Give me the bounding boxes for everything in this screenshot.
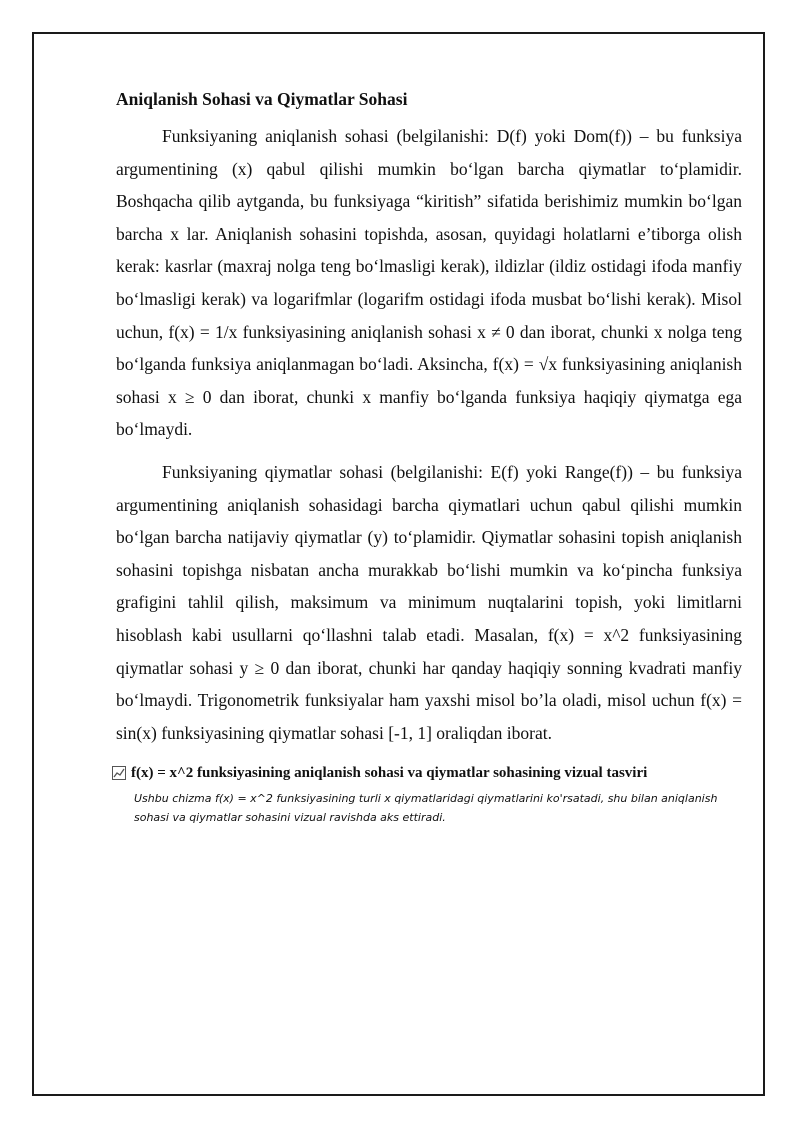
paragraph-domain: Funksiyaning aniqlanish sohasi (belgilanishi: D(f) yoki Dom(f)) – bu funksiya argumentining (x) qabul qilishi mumkin bo‘lgan barcha qiymatlar to‘plamidir. Boshqacha qilib aytganda, bu funksiyaga “kiritish” sifatida berishimiz mumkin bo‘lgan barcha x lar. Aniqlanish sohasini topishda, asosan, quyidagi holatlarni e’tiborga olish kerak: kasrlar (maxraj nolga teng bo‘lmasligi kerak), ildizlar (ildiz ostidagi ifoda manfiy bo‘lmasligi kerak) va logarifmlar (logarifm ostidagi ifoda musbat bo‘lishi kerak). Misol uchun, f(x) = 1/x funksiyasining aniqlanish sohasi x ≠ 0 dan iborat, chunki x nolga teng bo‘lganda funksiya aniqlanmagan bo‘ladi. Aksincha, f(x) = √x funksiyasining aniqlanish sohasi x ≥ 0 dan iborat, chunki x manfiy bo‘lganda funksiya haqiqiy qiymatga ega bo‘lmaydi. (116, 126, 742, 440)
figure-caption: Ushbu chizma f(x) = x^2 funksiyasining turli x qiymatlaridagi qiymatlarini ko'rsatadi, shu bilan aniqlanish sohasi va qiymatlar sohasini vizual ravishda aks ettiradi. (134, 792, 718, 825)
section-heading: Aniqlanish Sohasi va Qiymatlar Sohasi (116, 89, 408, 109)
figure-placeholder (112, 763, 742, 827)
document-body (116, 86, 742, 827)
figure-title-row (112, 763, 742, 783)
chart-increasing-icon (112, 766, 126, 780)
figure-title: f(x) = x^2 funksiyasining aniqlanish sohasi va qiymatlar sohasining vizual tasviri (131, 765, 648, 782)
paragraph-range: Funksiyaning qiymatlar sohasi (belgilanishi: E(f) yoki Range(f)) – bu funksiya argumentining aniqlanish sohasidagi barcha qiymatlari uchun qabul qilishi mumkin bo‘lgan barcha natijaviy qiymatlar (y) to‘plamidir. Qiymatlar sohasini topish aniqlanish sohasini topishga nisbatan ancha murakkab bo‘lishi mumkin va ko‘pincha funksiya grafigini tahlil qilish, maksimum va minimum nuqtalarini topish, yoki limitlarni hisoblash kabi usullarni qo‘llashni talab etadi. Masalan, f(x) = x^2 funksiyasining qiymatlar sohasi y ≥ 0 dan iborat, chunki har qanday haqiqiy sonning kvadrati manfiy bo‘lmaydi. Trigonometrik funksiyalar ham yaxshi misol bo’la oladi, misol uchun f(x) = sin(x) funksiyasining qiymatlar sohasi [-1, 1] oraliqdan iborat. (116, 461, 742, 743)
